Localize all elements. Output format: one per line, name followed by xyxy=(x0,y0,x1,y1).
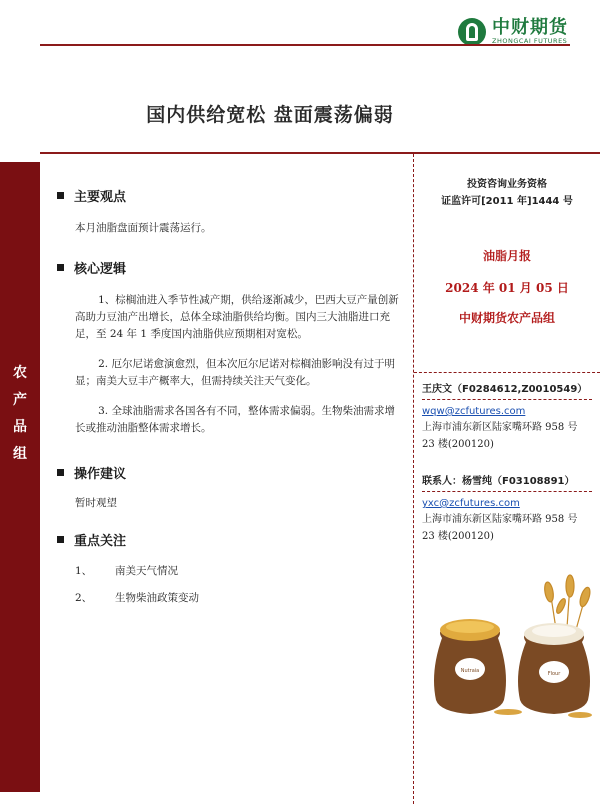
contact-email-link[interactable]: wqw@zcfutures.com xyxy=(422,406,526,417)
contact-card xyxy=(422,472,592,545)
report-date: 2024 年 01 月 05 日 xyxy=(445,281,569,295)
grain-sacks-illustration xyxy=(430,572,598,722)
header-divider xyxy=(40,44,570,46)
sack-right-label: Flour xyxy=(547,671,561,677)
list-item-number: 2、 xyxy=(75,592,93,604)
list-item-text: 南美天气情况 xyxy=(115,565,178,577)
license-line: 证监许可[2011 年]1444 号 xyxy=(441,196,573,207)
advice-text: 暂时观望 xyxy=(75,497,117,509)
report-group: 中财期货农产品组 xyxy=(458,311,555,325)
core-logic-body xyxy=(75,292,405,450)
contact-address: 上海市浦东新区陆家嘴环路 958 号 23 楼(200120) xyxy=(422,514,578,542)
side-band-char: 组 xyxy=(13,446,27,462)
section-heading-text: 核心逻辑 xyxy=(74,262,127,277)
list-item-number: 1、 xyxy=(75,565,93,577)
side-band-char: 产 xyxy=(13,392,27,408)
report-title: 国内供给宽松 盘面震荡偏弱 xyxy=(146,104,394,126)
brand-name-cn: 中财期货 xyxy=(492,17,568,38)
zhongcai-logo-icon xyxy=(458,18,486,46)
core-logic-paragraph: 2. 厄尔尼诺愈演愈烈，但本次厄尔尼诺对棕榈油影响没有过于明显；南美大豆丰产概率大，但需持续关注天气变化。 xyxy=(75,358,395,387)
bullet-square-icon xyxy=(57,192,64,199)
bullet-square-icon xyxy=(57,264,64,271)
brand-name-en: ZHONGCAI FUTURES xyxy=(492,37,568,45)
contact-card xyxy=(422,380,592,453)
contact-address: 上海市浦东新区陆家嘴环路 958 号 23 楼(200120) xyxy=(422,422,578,450)
report-type: 油脂月报 xyxy=(482,249,531,263)
qualification-line: 投资咨询业务资格 xyxy=(467,179,547,190)
core-logic-paragraph: 1、棕榈油进入季节性减产期，供给逐渐减少，巴西大豆产量创新高助力豆油产出增长，总体全球油脂供给均衡。国内三大油脂进口充足，至 24 年 1 季度国内油脂供应预期相对宽松。 xyxy=(75,294,399,340)
side-band-char: 农 xyxy=(13,365,27,381)
contact-name: 王庆文（F0284612,Z0010549） xyxy=(422,380,592,400)
sack-left-label: Nutraia xyxy=(460,668,480,674)
section-heading-text: 操作建议 xyxy=(74,467,127,482)
bullet-square-icon xyxy=(57,469,64,476)
title-divider xyxy=(40,152,600,154)
list-item xyxy=(75,563,395,580)
side-band xyxy=(0,162,40,792)
section-heading-main-view xyxy=(57,186,126,205)
core-logic-paragraph: 3. 全球油脂需求各国各有不同，整体需求偏弱。生物柴油需求增长或推动油脂整体需求增长。 xyxy=(75,405,395,434)
side-band-label xyxy=(0,360,40,468)
qualification-block xyxy=(414,176,600,210)
sack-left xyxy=(434,619,506,714)
section-heading-core-logic xyxy=(57,258,126,277)
focus-list xyxy=(75,563,395,607)
section-heading-focus xyxy=(57,530,126,549)
contact-divider xyxy=(414,372,600,373)
sack-right xyxy=(518,623,590,714)
contact-name: 联系人：杨雪纯（F03108891） xyxy=(422,472,592,492)
list-item-text: 生物柴油政策变动 xyxy=(115,592,199,604)
bullet-square-icon xyxy=(57,536,64,543)
side-band-char: 品 xyxy=(13,419,27,435)
section-heading-advice xyxy=(57,463,126,482)
list-item xyxy=(75,590,395,607)
section-heading-text: 重点关注 xyxy=(74,534,127,549)
main-view-text: 本月油脂盘面预计震荡运行。 xyxy=(75,222,212,234)
contact-email-link[interactable]: yxc@zcfutures.com xyxy=(422,498,520,509)
section-heading-text: 主要观点 xyxy=(74,190,127,205)
